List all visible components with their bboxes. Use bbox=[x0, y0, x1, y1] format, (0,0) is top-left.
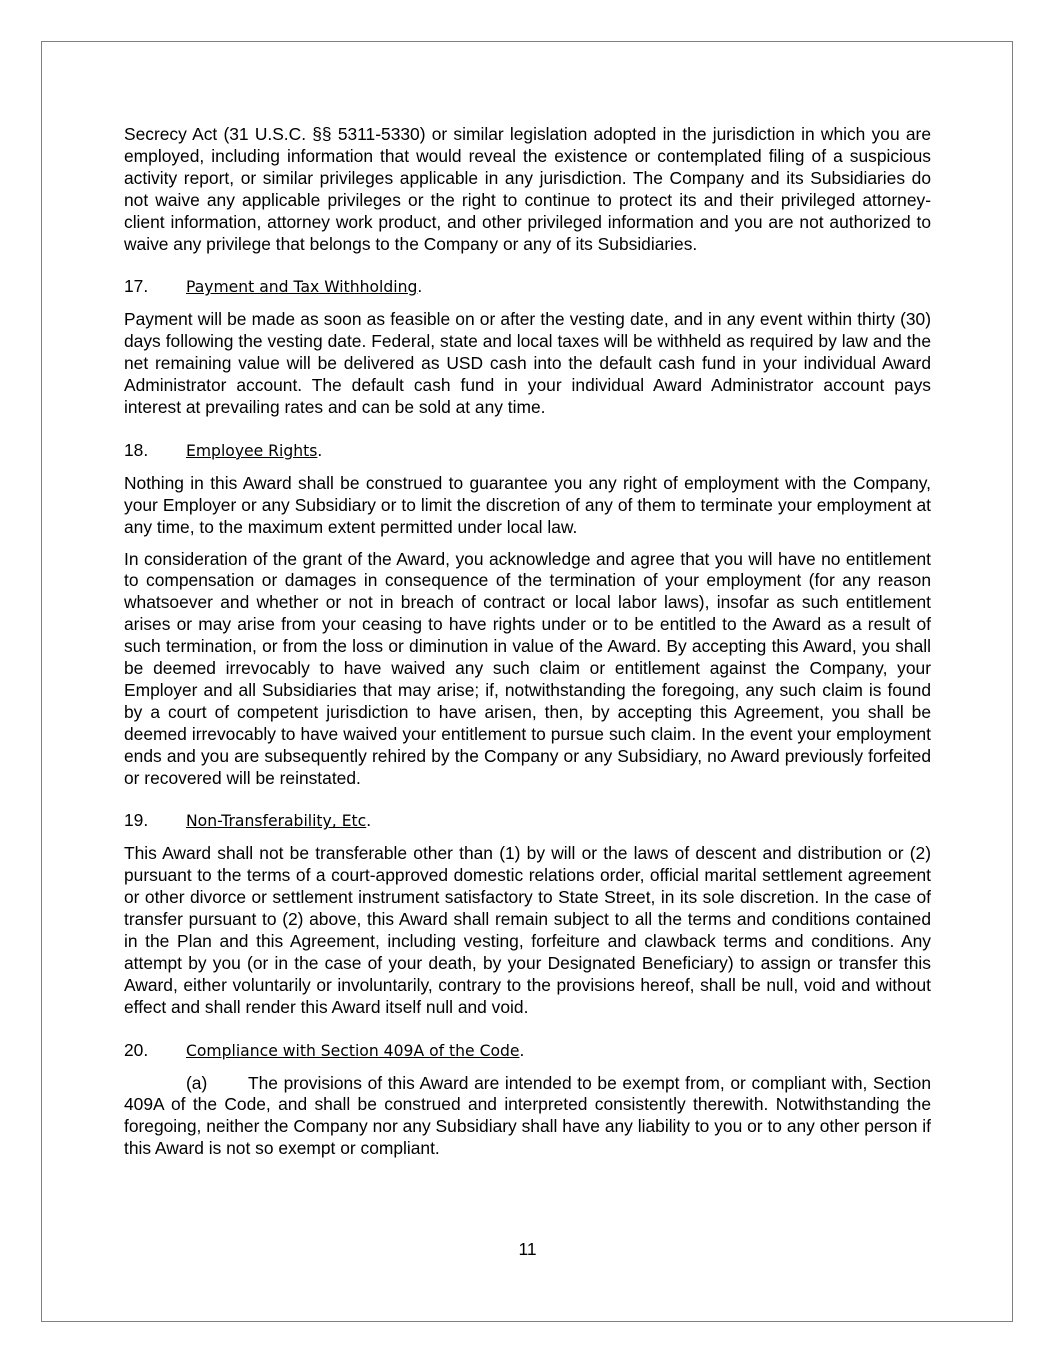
section-17-paragraph: Payment will be made as soon as feasible on or after the vesting date, and in any event within thirty (30) days following the vesting date. Federal, state and local taxes will be withheld as required by law and the net remaining value will be delivered as USD cash into the default cash fund in your individual Award Administrator account. The default cash fund in your individual Award Administrator account pays interest at prevailing rates and can be sold at any time. bbox=[124, 309, 931, 417]
section-17-heading: 17. Payment and Tax Withholding . bbox=[124, 276, 931, 299]
section-title: Non-Transferability, Etc bbox=[186, 812, 367, 831]
subsection-text: The provisions of this Award are intended to be exempt from, or compliant with, Section 409A of the Code, and shall be construed and interpreted consistently therewith. Notwithstanding the foregoing, neither the Company nor any Subsidiary shall have any liability to you or to any other person if this Award is not so exempt or compliant. bbox=[124, 1072, 931, 1159]
section-number: 20. bbox=[124, 1039, 149, 1060]
section-title: Payment and Tax Withholding bbox=[186, 278, 418, 297]
subsection-label: (a) bbox=[186, 1072, 208, 1093]
section-title: Compliance with Section 409A of the Code bbox=[186, 1041, 520, 1060]
section-20-heading: 20. Compliance with Section 409A of the Code . bbox=[124, 1040, 931, 1063]
section-18-heading: 18. Employee Rights . bbox=[124, 440, 931, 463]
section-19-heading: 19. Non-Transferability, Etc . bbox=[124, 810, 931, 833]
intro-paragraph: Secrecy Act (31 U.S.C. §§ 5311-5330) or similar legislation adopted in the jurisdiction in which you are employed, including information that would reveal the existence or contemplated filing of a suspicious activity report, or similar privileges applicable in any jurisdiction. The Company and its Subsidiaries do not waive any applicable privileges or the right to continue to protect its and their privileged attorney-client information, attorney work product, and other privileged information and you are not authorized to waive any privilege that belongs to the Company or any of its Subsidiaries. bbox=[124, 124, 931, 254]
section-18-paragraph-1: Nothing in this Award shall be construed to guarantee you any right of employment with the Company, your Employer or any Subsidiary or to limit the discretion of any of them to terminate your employment at any time, to the maximum extent permitted under local law. bbox=[124, 472, 931, 537]
section-19-paragraph: This Award shall not be transferable other than (1) by will or the laws of descent and distribution or (2) pursuant to the terms of a court-approved domestic relations order, official marital settlement agreement or other divorce or settlement instrument satisfactory to State Street, in its sole discretion. In the case of transfer pursuant to (2) above, this Award shall remain subject to all the terms and conditions contained in the Plan and this Agreement, including vesting, forfeiture and clawback terms and conditions. Any attempt by you (or in the case of your death, by your Designated Beneficiary) to assign or transfer this Award, either voluntarily or involuntarily, contrary to the provisions hereof, shall be null, void and without effect and shall render this Award itself null and void. bbox=[124, 843, 931, 1017]
section-18-paragraph-2: In consideration of the grant of the Award, you acknowledge and agree that you will have no entitlement to compensation or damages in consequence of the termination of your employment (for any reason whatsoever and whether or not in breach of contract or local labor laws), insofar as such entitlement arises or may arise from your ceasing to have rights under or to be entitled to the Award as a result of such termination, or from the loss or diminution in value of the Award. By accepting this Award, you shall be deemed irrevocably to have waived any such claim or entitlement against the Company, your Employer and all Subsidiaries that may arise; if, notwithstanding the foregoing, any such claim is found by a court of competent jurisdiction to have arisen, then, by accepting this Agreement, you shall be deemed irrevocably to have waived your entitlement to pursue such claim. In the event your employment ends and you are subsequently rehired by the Company or any Subsidiary, no Award previously forfeited or recovered will be reinstated. bbox=[124, 548, 931, 788]
section-20-subsection-a bbox=[124, 1073, 931, 1161]
page-number: 11 bbox=[518, 1239, 537, 1259]
document-body bbox=[124, 124, 931, 1160]
section-number: 17. bbox=[124, 276, 149, 297]
section-number: 18. bbox=[124, 439, 149, 460]
section-number: 19. bbox=[124, 810, 149, 831]
section-title: Employee Rights bbox=[186, 441, 318, 460]
